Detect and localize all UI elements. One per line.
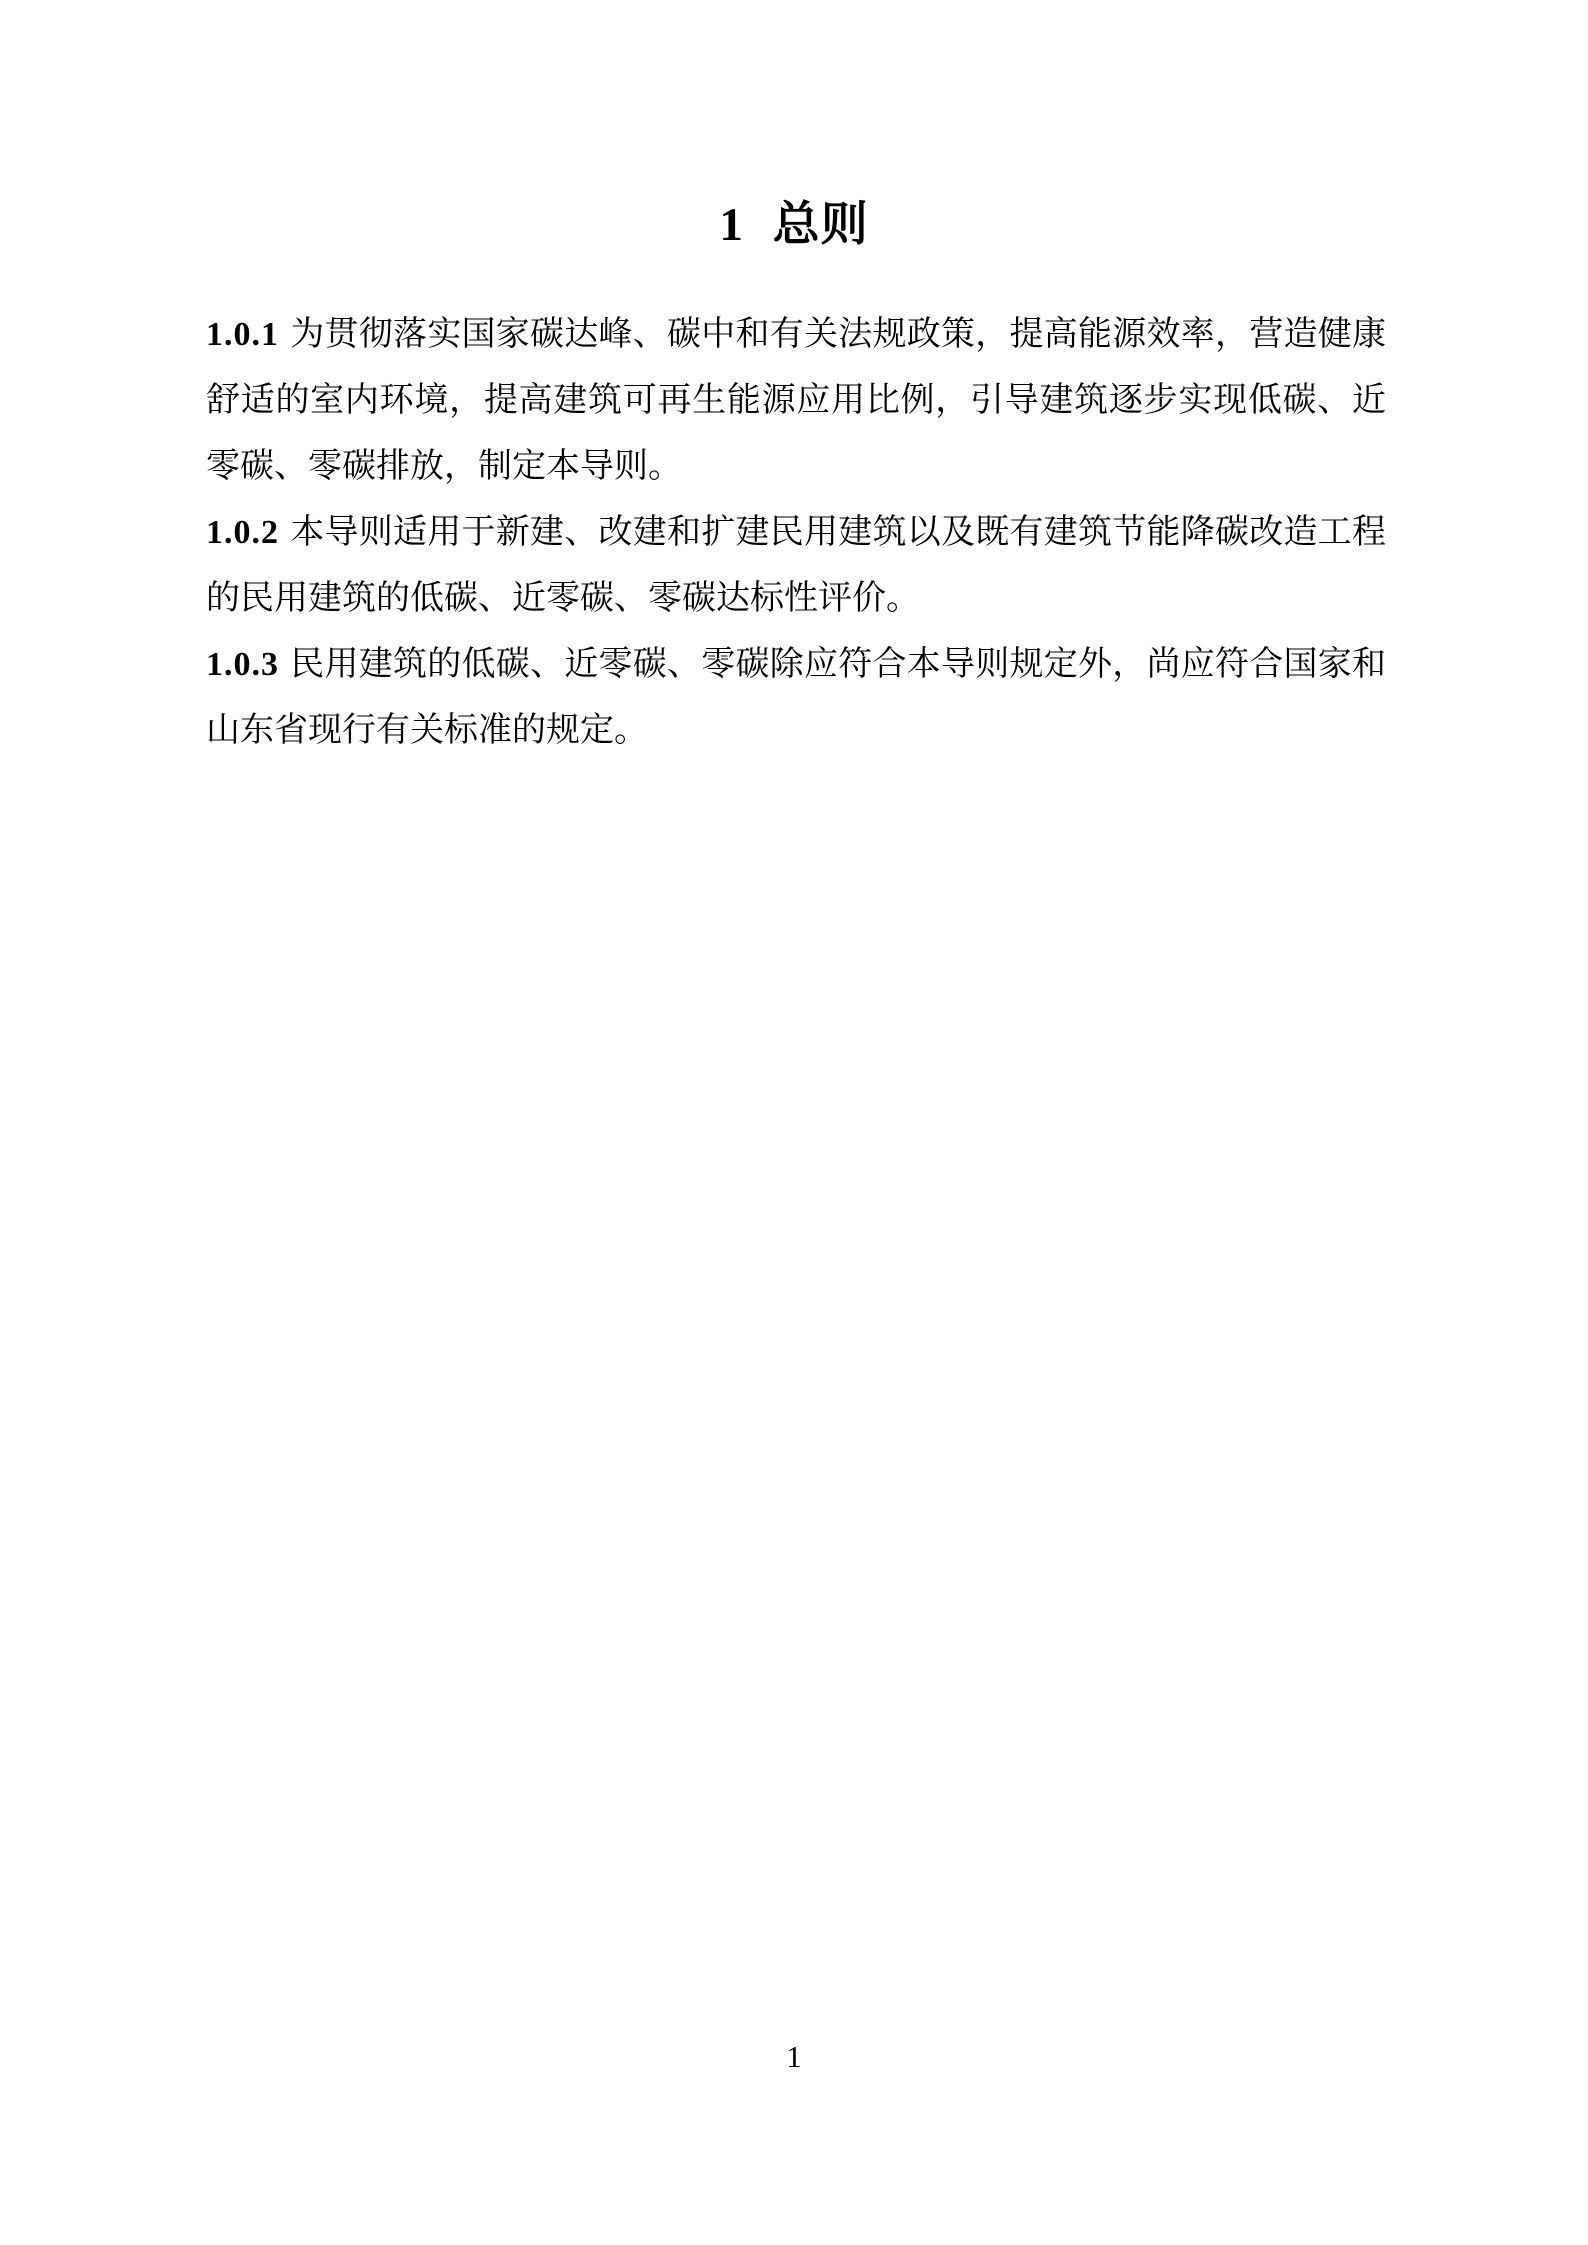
clause-number: 1.0.3 <box>206 646 279 683</box>
document-body <box>206 302 1386 764</box>
clause-1-0-3 <box>206 632 1386 764</box>
clause-1-0-2 <box>206 500 1386 632</box>
section-title: 1 总则 <box>719 199 869 251</box>
clause-number: 1.0.2 <box>206 514 279 551</box>
clause-text: 本导则适用于新建、改建和扩建民用建筑以及既有建筑节能降碳改造工程的民用建筑的低碳、近零碳、零碳达标性评价。 <box>206 514 1386 617</box>
clause-text: 民用建筑的低碳、近零碳、零碳除应符合本导则规定外，尚应符合国家和山东省现行有关标准的规定。 <box>206 646 1386 749</box>
clause-text: 为贯彻落实国家碳达峰、碳中和有关法规政策，提高能源效率，营造健康舒适的室内环境，提高建筑可再生能源应用比例，引导建筑逐步实现低碳、近零碳、零碳排放，制定本导则。 <box>206 316 1386 485</box>
clause-1-0-1 <box>206 302 1386 500</box>
clause-number: 1.0.1 <box>206 316 279 353</box>
page-number: 1 <box>786 2039 802 2074</box>
